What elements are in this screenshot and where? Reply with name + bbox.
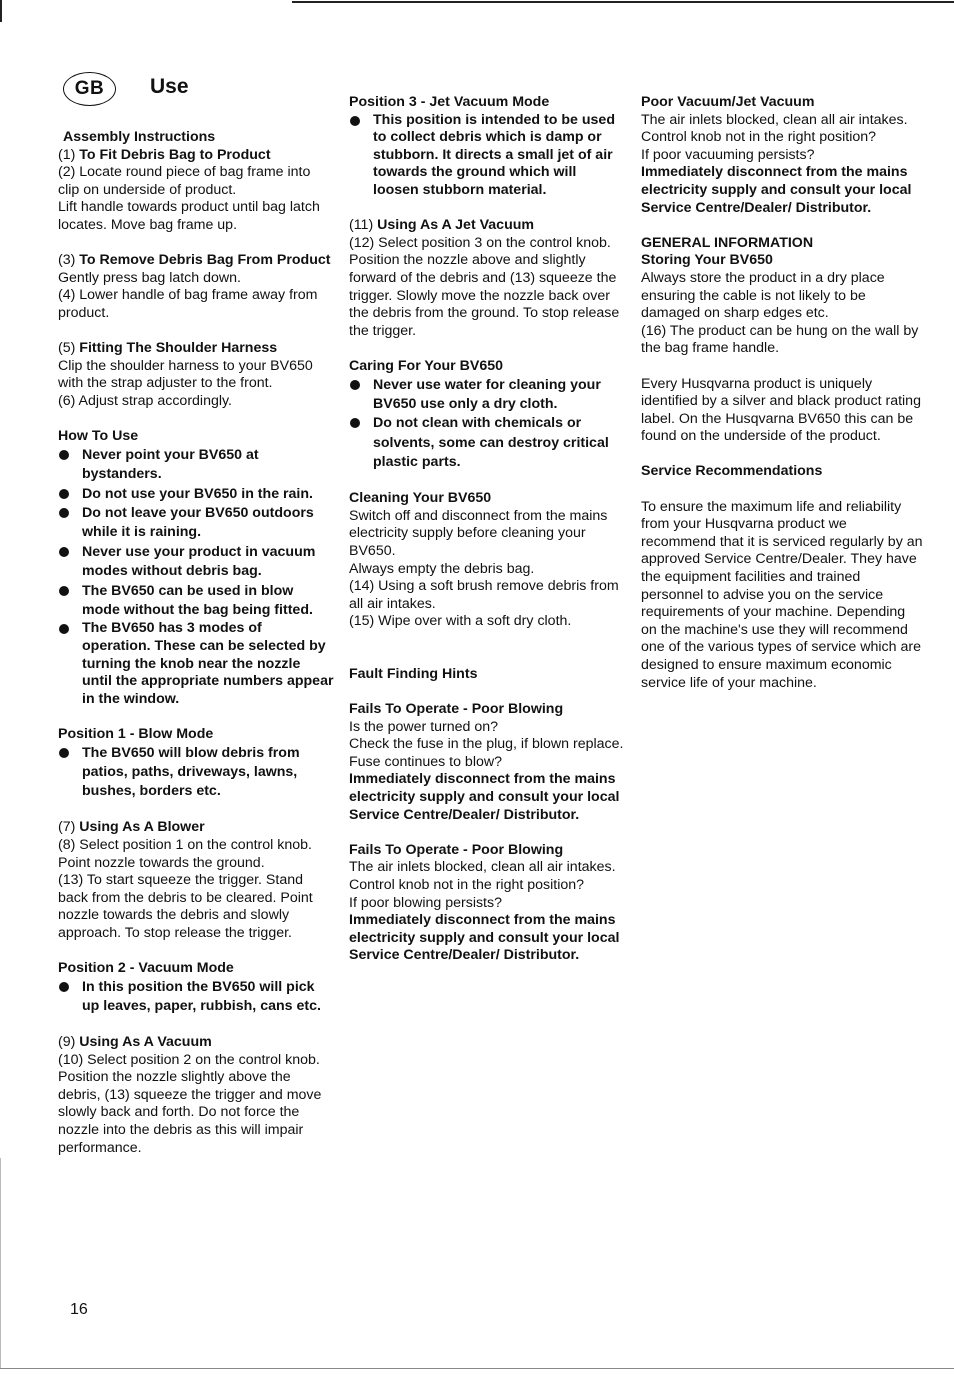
page-number: 16 bbox=[70, 1301, 88, 1318]
fault-finding-heading: Fault Finding Hints bbox=[349, 665, 478, 682]
paragraph: (13) To start squeeze the trigger. Stand back from the debris to be cleared. Point nozzle towards the debris and slowly approach. To stop release the trigger. bbox=[58, 872, 313, 941]
position-3-heading: Position 3 - Jet Vacuum Mode bbox=[349, 94, 550, 110]
position-1-heading: Position 1 - Blow Mode bbox=[58, 725, 214, 742]
bullet-item: The BV650 can be used in blow mode without the bag being fitted. bbox=[58, 582, 334, 621]
paragraph: Always store the product in a dry place ensuring the cable is not likely to be damaged on sharp edges etc. bbox=[641, 269, 885, 322]
remove-debris-bag-title bbox=[58, 252, 334, 270]
step-label: Using As A Vacuum bbox=[79, 1034, 212, 1051]
left-margin-mark-lower bbox=[0, 1158, 1, 1368]
step-label: To Remove Debris Bag From Product bbox=[79, 252, 331, 269]
paragraph: Control knob not in the right position? bbox=[349, 877, 585, 893]
bullet-item: Never use water for cleaning your BV650 use only a dry cloth. bbox=[349, 376, 625, 415]
paragraph: (16) The product can be hung on the wall by the bag frame handle. bbox=[641, 322, 919, 357]
bullet-item: Do not leave your BV650 outdoors while it is raining. bbox=[58, 504, 334, 543]
page-title: Use bbox=[150, 75, 189, 99]
warning-paragraph: Immediately disconnect from the mains electricity supply and consult your local Service Centre/Dealer/ Distributor. bbox=[641, 164, 912, 216]
bullet-item: Never point your BV650 at bystanders. bbox=[58, 446, 334, 485]
position-2-heading: Position 2 - Vacuum Mode bbox=[58, 960, 234, 977]
step-number: (7) bbox=[58, 819, 80, 836]
column-1 bbox=[58, 129, 334, 1157]
shoulder-harness-title bbox=[58, 340, 334, 358]
how-to-use-heading: How To Use bbox=[58, 428, 139, 445]
gb-language-badge: GB bbox=[63, 72, 116, 106]
fit-debris-bag-title bbox=[58, 147, 334, 165]
top-rule bbox=[292, 1, 954, 3]
paragraph: The air inlets blocked, clean all air intakes. bbox=[641, 111, 908, 128]
cleaning-heading: Cleaning Your BV650 bbox=[349, 490, 492, 507]
paragraph: Is the power turned on? bbox=[349, 718, 499, 735]
page-header bbox=[63, 72, 189, 106]
paragraph: Gently press bag latch down. bbox=[58, 269, 241, 286]
storing-heading: Storing Your BV650 bbox=[641, 252, 773, 269]
paragraph: Fuse continues to blow? bbox=[349, 753, 503, 770]
bullet-item: This position is intended to be used to collect debris which is damp or stubborn. It directs a small jet of air towards the ground which will loosen stubborn material. bbox=[349, 112, 625, 200]
step-number: (9) bbox=[58, 1034, 80, 1051]
paragraph: (14) Using a soft brush remove debris from all air intakes. bbox=[349, 578, 619, 612]
paragraph: (10) Select position 2 on the control knob. Position the nozzle slightly above the debris, (13) squeeze the trigger and move slowly back and forth. Do not force the nozzle into the debris as this will impair performance. bbox=[58, 1051, 322, 1156]
paragraph: Control knob not in the right position? bbox=[641, 129, 877, 146]
caring-heading: Caring For Your BV650 bbox=[349, 357, 503, 374]
paragraph: Every Husqvarna product is uniquely identified by a silver and black product rating label. On the Husqvarna BV650 this can be found on the underside of the product. bbox=[641, 375, 921, 445]
paragraph: Lift handle towards product until bag latch locates. Move bag frame up. bbox=[58, 199, 320, 233]
bottom-rule bbox=[0, 1368, 954, 1369]
assembly-heading: Assembly Instructions bbox=[63, 129, 216, 145]
left-margin-mark bbox=[0, 0, 2, 22]
paragraph: If poor blowing persists? bbox=[349, 894, 502, 911]
paragraph: (4) Lower handle of bag frame away from product. bbox=[58, 287, 318, 321]
bullet-item: Do not clean with chemicals or solvents, some can destroy critical plastic parts. bbox=[349, 414, 625, 472]
paragraph: (2) Locate round piece of bag frame into clip on underside of product. bbox=[58, 164, 311, 198]
step-label: Fitting The Shoulder Harness bbox=[79, 340, 278, 357]
paragraph: (6) Adjust strap accordingly. bbox=[58, 392, 233, 409]
bullet-item: The BV650 has 3 modes of operation. These can be selected by turning the knob near the nozzle until the appropriate numbers appear in the window. bbox=[58, 620, 334, 708]
paragraph: If poor vacuuming persists? bbox=[641, 146, 815, 163]
paragraph: (8) Select position 1 on the control knob. Point nozzle towards the ground. bbox=[58, 836, 312, 871]
service-recommendations-heading: Service Recommendations bbox=[641, 463, 823, 480]
bullet-item: In this position the BV650 will pick up leaves, paper, rubbish, cans etc. bbox=[58, 978, 334, 1017]
poor-vacuum-heading: Poor Vacuum/Jet Vacuum bbox=[641, 94, 815, 110]
bullet-item: Never use your product in vacuum modes without debris bag. bbox=[58, 543, 334, 582]
step-number: (3) bbox=[58, 252, 80, 269]
paragraph: Always empty the debris bag. bbox=[349, 560, 535, 577]
step-number: (11) bbox=[349, 217, 378, 234]
using-as-vacuum-title bbox=[58, 1034, 334, 1052]
step-number: (5) bbox=[58, 340, 80, 357]
paragraph: Switch off and disconnect from the mains electricity supply before cleaning your BV650. bbox=[349, 507, 608, 559]
paragraph: (15) Wipe over with a soft dry cloth. bbox=[349, 613, 572, 630]
warning-paragraph: Immediately disconnect from the mains electricity supply and consult your local Service Centre/Dealer/ Distributor. bbox=[349, 912, 620, 964]
paragraph: Clip the shoulder harness to your BV650 with the strap adjuster to the front. bbox=[58, 357, 313, 392]
step-label: To Fit Debris Bag to Product bbox=[79, 146, 271, 163]
fails-to-operate-heading: Fails To Operate - Poor Blowing bbox=[349, 701, 564, 718]
paragraph: (12) Select position 3 on the control knob. Position the nozzle above and slightly forward of the debris and (13) squeeze the trigger. Slowly move the nozzle back over the debris from the ground. To stop release the trigger. bbox=[349, 234, 620, 339]
paragraph: Check the fuse in the plug, if blown replace. bbox=[349, 736, 624, 753]
general-information-heading: GENERAL INFORMATION bbox=[641, 234, 814, 251]
paragraph: To ensure the maximum life and reliability from your Husqvarna product we recommend that it is serviced regularly by an approved Service Centre/Dealer. They have the equipment facilities and trained personnel to advise you on the service requirements of your machine. Depending on the machine's use they will recommend one of the various types of service which are designed to ensure maximum economic service life of your machine. bbox=[641, 498, 923, 691]
paragraph: The air inlets blocked, clean all air intakes. bbox=[349, 859, 616, 876]
bullet-item: Do not use your BV650 in the rain. bbox=[58, 485, 334, 504]
bullet-item: The BV650 will blow debris from patios, paths, driveways, lawns, bushes, borders etc. bbox=[58, 744, 334, 802]
step-label: Using As A Jet Vacuum bbox=[377, 217, 535, 234]
step-number: (1) bbox=[58, 146, 80, 163]
fails-to-operate-heading: Fails To Operate - Poor Blowing bbox=[349, 841, 564, 858]
column-3 bbox=[641, 94, 923, 692]
step-label: Using As A Blower bbox=[79, 819, 205, 836]
using-as-blower-title bbox=[58, 819, 334, 837]
column-2 bbox=[349, 94, 625, 965]
warning-paragraph: Immediately disconnect from the mains electricity supply and consult your local Service Centre/Dealer/ Distributor. bbox=[349, 771, 620, 823]
using-as-jet-vacuum-title bbox=[349, 217, 625, 235]
